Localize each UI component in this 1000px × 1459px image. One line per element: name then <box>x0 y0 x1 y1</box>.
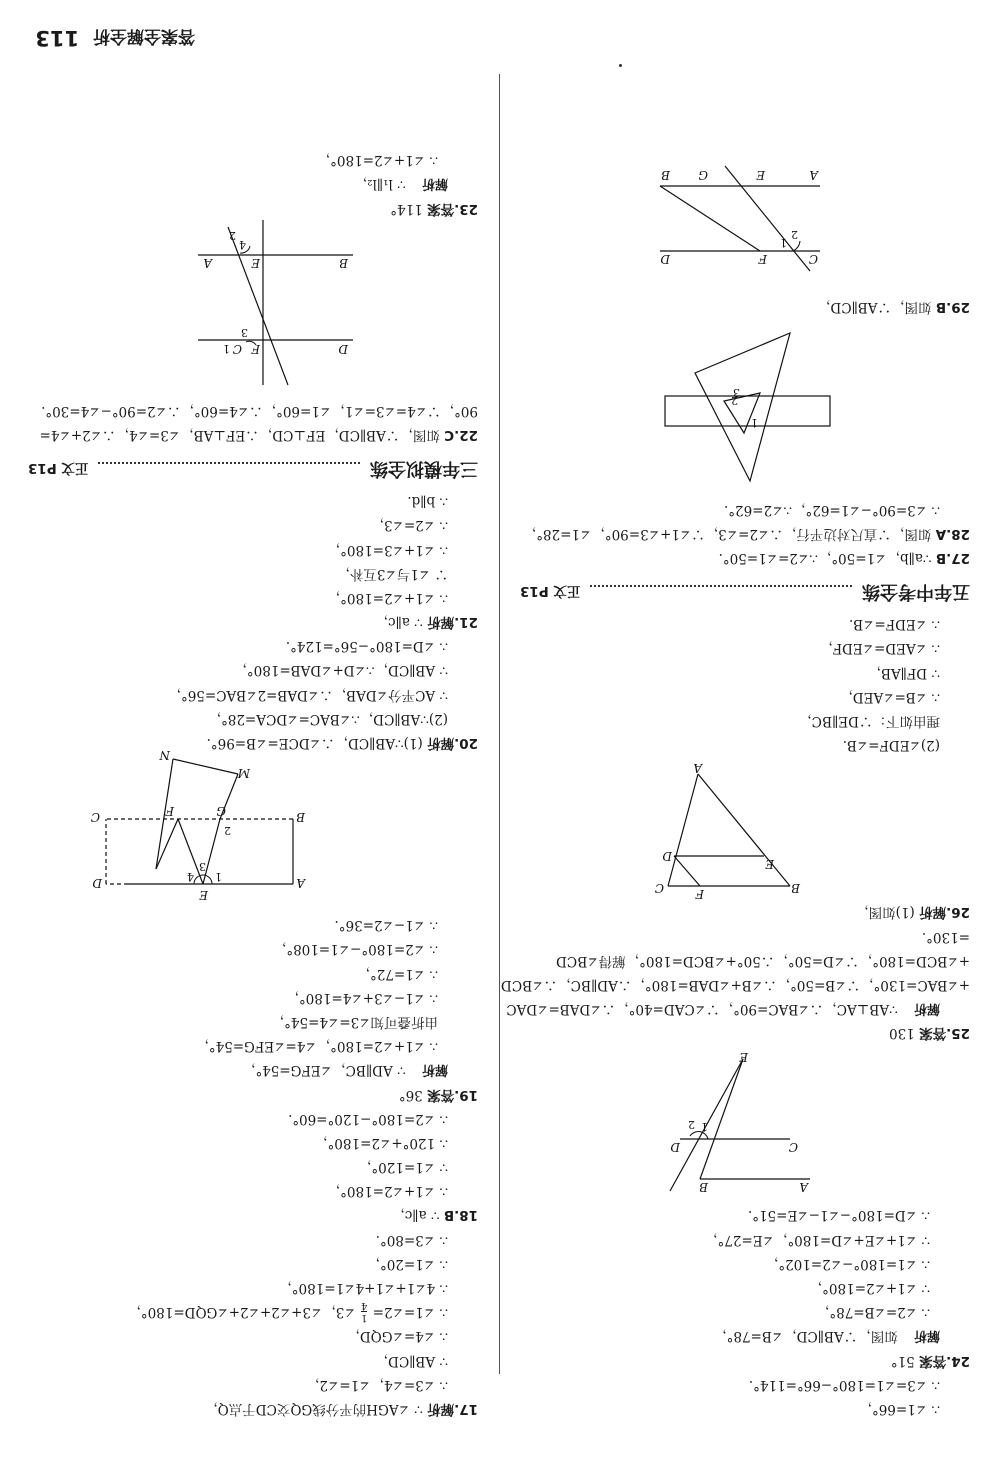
right-column <box>28 148 478 1421</box>
text-line: =130°. <box>921 928 970 945</box>
line-text: ∵ AD∥BC，∠EFG=54°， <box>241 1062 406 1079</box>
text-line: ∴ ∠3=∠4，∠1=∠2， <box>305 1376 448 1393</box>
figure-q26 <box>520 761 970 902</box>
section-ref: 正文 P13 <box>28 460 89 477</box>
fig-label: 2 <box>688 1118 695 1132</box>
text-line: ∴ ∠1=66°， <box>858 1401 940 1417</box>
text-line: ∴ ∠1+∠2=180°，∠4=∠EFG=54°， <box>195 1038 438 1055</box>
text-line <box>28 1058 478 1082</box>
question-number: 20.解析 <box>427 735 478 752</box>
section-ref: 正文 P13 <box>520 583 581 600</box>
text-line: ∴ ∠1=72°， <box>356 965 438 982</box>
section-title: 五年中考全练 <box>862 581 970 603</box>
fig-label: 1 <box>701 1120 708 1134</box>
text-line: ∵ ∠1+∠2=180°， <box>808 1280 930 1297</box>
line-text: (1)如图， <box>855 904 915 921</box>
answer-value: 130 <box>889 1025 915 1042</box>
q22 <box>28 423 478 447</box>
fig-label: C <box>654 881 664 896</box>
question-number: 17.解析 <box>427 1401 478 1417</box>
fig-label: 4 <box>187 870 194 884</box>
text-line: ∵ ∠1与∠3互补， <box>336 565 448 582</box>
fig-label: 3 <box>733 386 740 400</box>
q18 <box>28 1203 478 1227</box>
q27 <box>520 546 970 570</box>
line-text: ∵AB⊥AC，∴∠BAC=90°，∵∠CAD=40°，∴∠DAB=∠DAC <box>506 1001 898 1018</box>
line-text: 如图，∵AB∥CD，∠B=78°， <box>713 1328 898 1345</box>
text-line: ∴ 120°+∠2=180°， <box>314 1134 448 1151</box>
q23-heading <box>28 196 478 220</box>
fig-label: A <box>809 168 818 183</box>
text-line: 90°，∵∠4=∠3=∠1，∠1=60°，∴∠4=60°，∴∠2=90°−∠4=30°. <box>41 402 478 419</box>
q29 <box>520 295 970 319</box>
fraction-numerator: 1 <box>361 1312 368 1324</box>
text-line: ∴ ∠EDF=∠B. <box>848 616 940 633</box>
text-line: (2)∵AB∥CD，∴∠BAC=∠DCA=28°， <box>207 710 448 727</box>
fig-label: D <box>92 876 102 891</box>
q21 <box>28 610 478 634</box>
fig-label: 3 <box>241 325 248 339</box>
fig-label: C <box>788 1140 798 1155</box>
fig-label: E <box>251 255 260 270</box>
line-text: ∴ ∠1=∠2= <box>372 1304 448 1321</box>
fig-label: A <box>799 1180 808 1195</box>
fig-label: 2 <box>229 228 236 242</box>
column-divider <box>499 74 500 1374</box>
fig-label: F <box>251 341 260 356</box>
analysis-tag: 解析 <box>913 1001 940 1017</box>
page-number: 113 <box>35 26 80 50</box>
question-number: 27.B <box>935 550 970 567</box>
analysis-tag: 解析 <box>421 1062 448 1078</box>
text-line: ∴ ∠D=180°−∠1−∠E=51°. <box>747 1207 930 1224</box>
page-header <box>35 26 195 51</box>
line-text: ∵ a∥c， <box>391 1207 440 1224</box>
line-text: 如图，∵直尺对边平行，∴∠2=∠3，∵∠1+∠3=90°，∠1=28°， <box>522 525 932 542</box>
fig-label: 4 <box>239 237 246 251</box>
q25-heading <box>520 1021 970 1045</box>
text-line: ∵ ∠1+∠E+∠D=180°，∠E=27°， <box>704 1231 930 1248</box>
analysis-tag: 解析 <box>913 1328 940 1344</box>
text-line: ∴ ∠1+∠2=180°， <box>326 589 448 606</box>
dotted-leader <box>590 585 852 597</box>
text-line: ∴ ∠2=180°−∠1=108°， <box>272 941 438 958</box>
fig-label: A <box>203 255 212 270</box>
text-line: +∠BCD=180°，∵∠D=50°，∴50°+∠BCD=180°，解得∠BCD <box>556 952 970 969</box>
text-line: ∴ ∠2=∠B=78°， <box>815 1304 930 1321</box>
fig-label: F <box>695 887 704 902</box>
figure-q24 <box>520 1049 970 1199</box>
question-number: 18.B <box>443 1207 478 1224</box>
fig-label: 1 <box>751 416 758 430</box>
text-line: ∴ ∠1=20°， <box>366 1255 448 1272</box>
text-line: ∴ 4∠1+∠1+4∠1=180°， <box>278 1280 448 1297</box>
fig-label: F <box>165 804 174 819</box>
fraction-denominator: 4 <box>361 1300 368 1312</box>
line-text: ∠3，∠3+∠2+∠2+∠GQD=180°， <box>127 1304 356 1321</box>
text-line <box>28 172 478 196</box>
fig-label: 2 <box>731 394 738 408</box>
text-line: ∴ ∠AED=∠EDF， <box>819 640 940 657</box>
fig-label: B <box>661 168 670 183</box>
fig-label: M <box>237 766 250 781</box>
figure-q22 <box>28 225 478 395</box>
fig-label: 1 <box>223 341 230 355</box>
figure-q29 <box>520 141 970 291</box>
q17 <box>28 1397 478 1421</box>
fig-label: B <box>791 881 800 896</box>
fig-label: 3 <box>199 860 206 874</box>
fraction <box>361 1300 367 1323</box>
line-text: ∵ l₁∥l₂， <box>353 176 406 193</box>
fig-label: N <box>159 748 170 763</box>
text-line: ∵ ∠1=120°， <box>357 1159 448 1176</box>
fig-label: D <box>660 252 670 267</box>
fig-label: E <box>765 857 774 872</box>
question-number: 26.解析 <box>919 904 970 921</box>
question-number: 29.B <box>935 299 970 316</box>
text-line: ∴ b∥d. <box>407 493 448 510</box>
question-number: 22.C <box>444 427 478 443</box>
fig-label: D <box>670 1140 680 1155</box>
print-dot <box>619 64 622 67</box>
dotted-leader <box>98 462 360 474</box>
text-line: ∴ ∠3=∠1=180°−66°=114°. <box>748 1376 940 1393</box>
question-number: 24.答案 <box>919 1352 970 1369</box>
text-line: ∴ ∠1−∠3+∠4=180°， <box>285 989 438 1006</box>
text-line: ∴ ∠4=∠GQD， <box>346 1328 448 1345</box>
fig-label: C <box>808 252 818 267</box>
text-line: +∠BAC=130°，∵∠B=50°，∴∠B+∠DAB=180°，∴AD∥BC，∴∠BCD <box>500 976 970 993</box>
text-line: ∵ AC平分∠DAB，∴∠DAB=2∠BAC=56°， <box>167 686 448 703</box>
fig-label: A <box>296 876 305 891</box>
q24-heading <box>520 1348 970 1372</box>
text-line <box>520 1324 970 1348</box>
answer-value: 36° <box>398 1086 423 1103</box>
text-line: ∴ ∠1+∠2=180°， <box>326 1183 448 1200</box>
text-line: ∴ ∠1=180°−∠2=102°， <box>764 1255 930 1272</box>
fig-label: E <box>739 1050 748 1065</box>
fig-label: A <box>693 761 702 776</box>
question-number: 21.解析 <box>427 614 478 631</box>
text-line: ∵ DF∥AB， <box>867 664 940 681</box>
q26-heading <box>520 900 970 924</box>
line-text: ∵ a∥c， <box>374 614 423 631</box>
q20 <box>28 731 478 755</box>
text-line: ∴ ∠1+∠2=180°， <box>316 152 438 169</box>
line-text: 如图，∵AB∥CD， <box>816 299 932 316</box>
text-line: ∴ ∠B=∠AED， <box>839 688 940 705</box>
line-text: ∵ ∠AGH的平分线GQ交CD于点Q， <box>204 1401 423 1417</box>
question-number: 19.答案 <box>427 1086 478 1103</box>
line-text: 如图，∵AB∥CD，EF⊥CD，∴EF⊥AB，∠3=∠4，∴∠2+∠4= <box>39 427 440 443</box>
fig-label: C <box>90 810 100 825</box>
text-line: (2)∠EDF=∠B. <box>842 737 940 754</box>
q19-heading <box>28 1082 478 1106</box>
line-text: (1)∵AB∥CD，∴∠DCE=∠B=96°. <box>206 735 423 752</box>
fig-label: 2 <box>791 228 798 242</box>
fig-label: B <box>296 810 305 825</box>
answer-value: 114° <box>390 200 423 217</box>
fig-label: G <box>216 804 226 819</box>
text-line <box>506 997 970 1021</box>
fig-label: G <box>698 168 708 183</box>
answer-value: 51° <box>890 1352 915 1369</box>
header-title: 答案全解全析 <box>93 26 195 46</box>
q28 <box>520 522 970 546</box>
fig-label: 1 <box>780 236 787 250</box>
text-line: ∴ ∠2=∠3， <box>370 517 448 534</box>
text-line: ∵ AB∥CD，∴∠D+∠DAB=180°， <box>233 662 448 679</box>
fig-label: B <box>699 1180 708 1195</box>
fig-label: F <box>758 252 767 267</box>
text-line: ∴ ∠3=90°−∠1=62°，∴∠2=62°. <box>724 501 940 518</box>
section-title: 三年模拟全练 <box>370 458 478 480</box>
fig-label: C <box>232 341 242 356</box>
text-line: ∵ AB∥CD， <box>374 1352 448 1369</box>
text-line: 理由如下：∵DE∥BC， <box>798 713 940 729</box>
text-line: ∴ ∠1+∠3=180°， <box>326 541 448 558</box>
left-column <box>500 137 970 1421</box>
figure-q19 <box>28 748 478 909</box>
analysis-tag: 解析 <box>421 176 448 192</box>
fig-label: D <box>338 341 348 356</box>
text-line: ∴ ∠2=180°−120°=60°. <box>288 1110 448 1127</box>
figure-q28 <box>520 324 970 494</box>
section-header <box>28 451 478 485</box>
text-line: 由折叠可知∠3=∠4=54°， <box>270 1014 438 1030</box>
fig-label: 1 <box>215 870 222 884</box>
section-header <box>520 574 970 608</box>
fig-label: D <box>662 849 672 864</box>
question-number: 28.A <box>935 525 970 542</box>
question-number: 25.答案 <box>919 1025 970 1042</box>
fig-label: B <box>339 255 348 270</box>
fig-label: E <box>199 888 208 903</box>
question-number: 23.答案 <box>427 200 478 217</box>
fig-label: 2 <box>224 824 231 838</box>
text-line: ∴ ∠1−∠2=36°. <box>334 917 438 934</box>
line-text: ∵a∥b，∠1=50°，∴∠2=∠1=50°. <box>718 550 932 567</box>
fig-label: E <box>756 168 765 183</box>
text-line: ∴ ∠3=80°. <box>375 1231 448 1248</box>
text-line: ∴ ∠D=180°−56°=124°. <box>285 638 448 655</box>
text-line <box>28 1300 478 1324</box>
